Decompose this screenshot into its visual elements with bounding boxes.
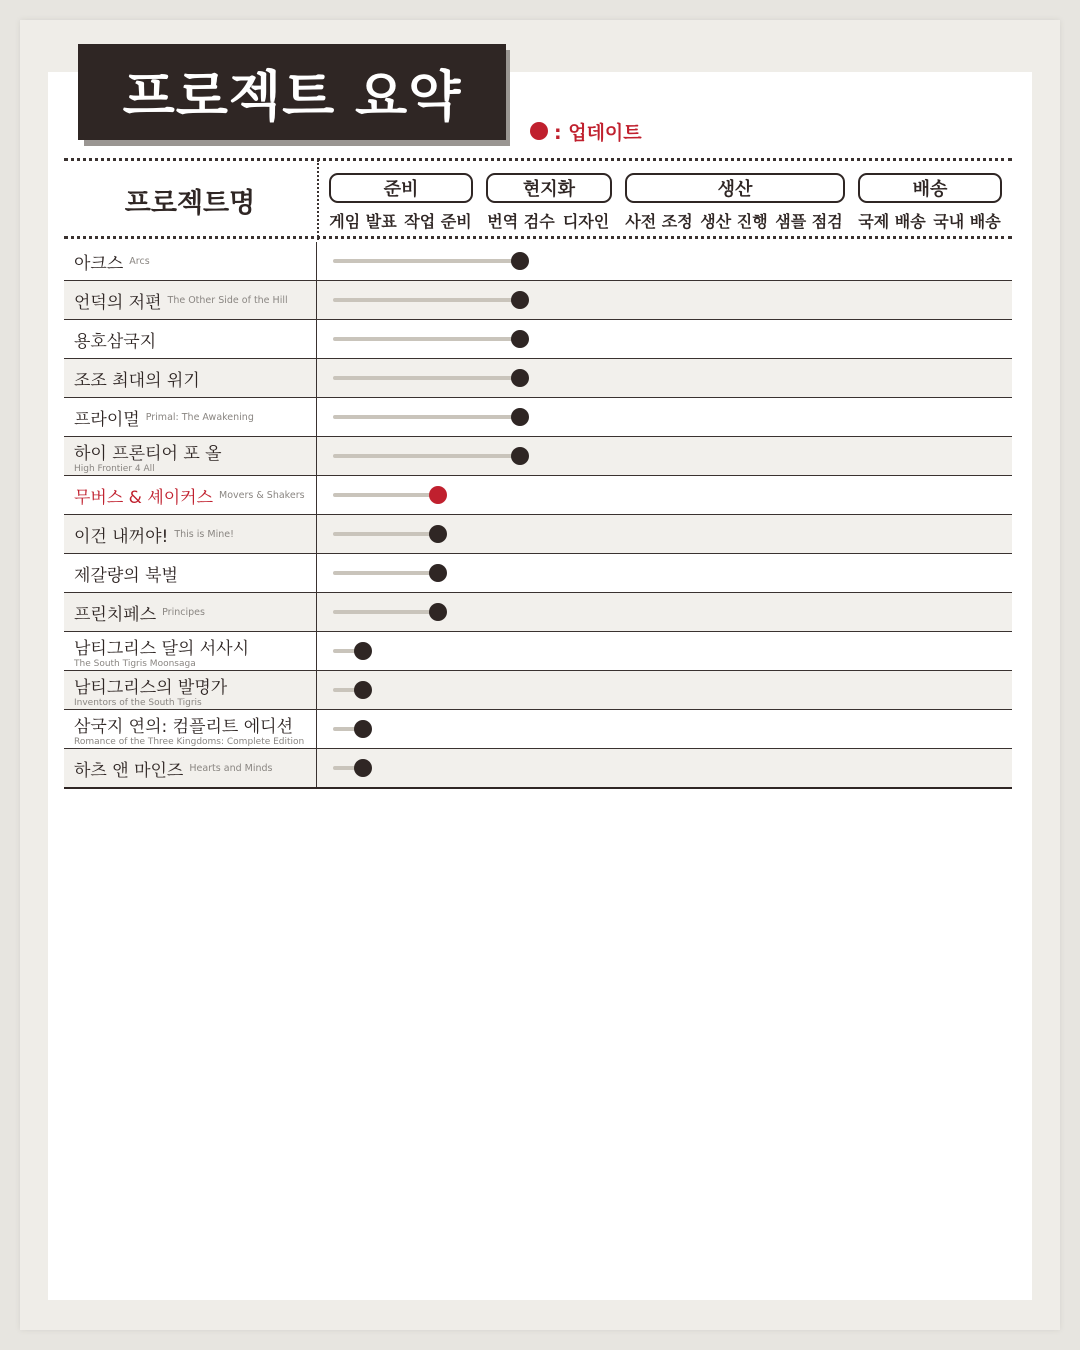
progress-marker [354,642,372,660]
project-name-korean: 하이 프론티어 포 올 [74,443,222,464]
project-name-korean: 프린치페스 [74,604,157,625]
header-vertical-divider [317,160,319,240]
project-row [64,437,1012,476]
step-game-announce: 게임 발표 [329,211,397,231]
project-name-cell [64,359,317,397]
header-top-divider [64,158,1012,161]
legend [530,118,642,144]
step-design: 디자인 [562,211,610,231]
project-name-english: The South Tigris Moonsaga [74,658,196,669]
project-name-cell [64,320,317,358]
phase-shipping: 배송 [858,173,1002,203]
step-domestic-shipping: 국내 배송 [933,211,1001,231]
project-name-korean: 남티그리스 달의 서사시 [74,638,250,659]
project-name-cell [64,710,317,748]
project-name-english: Romance of the Three Kingdoms: Complete Edition [74,736,305,747]
progress-marker [429,525,447,543]
project-row [64,242,1012,281]
project-name-cell [64,515,317,553]
progress-marker [354,681,372,699]
header-bottom-divider [64,236,1012,239]
project-name-cell [64,476,317,514]
progress-marker [511,252,529,270]
step-translation-review: 번역 검수 [487,211,555,231]
phase-localization: 현지화 [486,173,612,203]
project-name-korean: 용호삼국지 [74,331,157,352]
project-name-english: Arcs [129,255,150,267]
progress-track [333,376,520,380]
progress-marker [511,291,529,309]
project-name-cell [64,437,317,475]
step-work-prep: 작업 준비 [404,211,472,231]
progress-marker [511,447,529,465]
progress-track [333,610,438,614]
phase-production: 생산 [625,173,845,203]
update-dot-icon [530,122,548,140]
progress-track [333,493,438,497]
project-row [64,515,1012,554]
project-row [64,320,1012,359]
project-name-header: 프로젝트명 [124,187,256,219]
project-name-korean: 언덕의 저편 [74,292,162,313]
progress-track [333,259,520,263]
project-name-korean: 하츠 앤 마인즈 [74,760,184,781]
project-name-cell [64,593,317,631]
progress-marker-updated [429,486,447,504]
project-name-korean: 아크스 [74,253,124,274]
project-row [64,281,1012,320]
progress-marker [354,759,372,777]
progress-marker [511,330,529,348]
project-name-english: Movers & Shakers [219,489,305,501]
project-name-cell [64,242,317,280]
project-name-korean: 삼국지 연의: 컴플리트 에디션 [74,716,294,737]
progress-marker [511,408,529,426]
project-name-korean: 무버스 & 셰이커스 [74,487,214,508]
progress-marker [429,603,447,621]
project-name-korean: 남티그리스의 발명가 [74,677,228,698]
project-name-korean: 이건 내꺼야! [74,526,169,547]
project-row [64,554,1012,593]
project-name-english: Principes [162,606,205,618]
project-row [64,398,1012,437]
project-name-cell [64,281,317,319]
progress-track [333,454,520,458]
project-name-english: Hearts and Minds [189,762,273,774]
page-title: 프로젝트 요약 [78,44,506,140]
project-name-korean: 조조 최대의 위기 [74,370,200,391]
project-row [64,671,1012,710]
step-pre-adjust: 사전 조정 [625,211,693,231]
project-row [64,593,1012,632]
progress-track [333,415,520,419]
project-name-cell [64,749,317,787]
project-table [64,242,1012,789]
project-name-korean: 제갈량의 북벌 [74,565,178,586]
project-name-korean: 프라이멀 [74,409,140,430]
project-name-cell [64,554,317,592]
progress-track [333,337,520,341]
project-name-cell [64,632,317,670]
project-name-english: Primal: The Awakening [145,411,254,423]
project-name-cell [64,398,317,436]
project-name-cell [64,671,317,709]
project-name-english: High Frontier 4 All [74,463,155,474]
progress-marker [429,564,447,582]
legend-label: : 업데이트 [554,121,642,144]
progress-marker [354,720,372,738]
progress-marker [511,369,529,387]
step-sample-check: 샘플 점검 [775,211,843,231]
project-row [64,749,1012,789]
progress-track [333,571,438,575]
step-intl-shipping: 국제 배송 [858,211,926,231]
project-name-english: This is Mine! [174,528,234,540]
project-name-english: Inventors of the South Tigris [74,697,202,708]
project-row [64,710,1012,749]
phase-prep: 준비 [329,173,473,203]
step-production-run: 생산 진행 [700,211,768,231]
project-row [64,476,1012,515]
project-row [64,632,1012,671]
project-name-english: The Other Side of the Hill [167,294,288,306]
progress-track [333,298,520,302]
project-row [64,359,1012,398]
progress-track [333,532,438,536]
